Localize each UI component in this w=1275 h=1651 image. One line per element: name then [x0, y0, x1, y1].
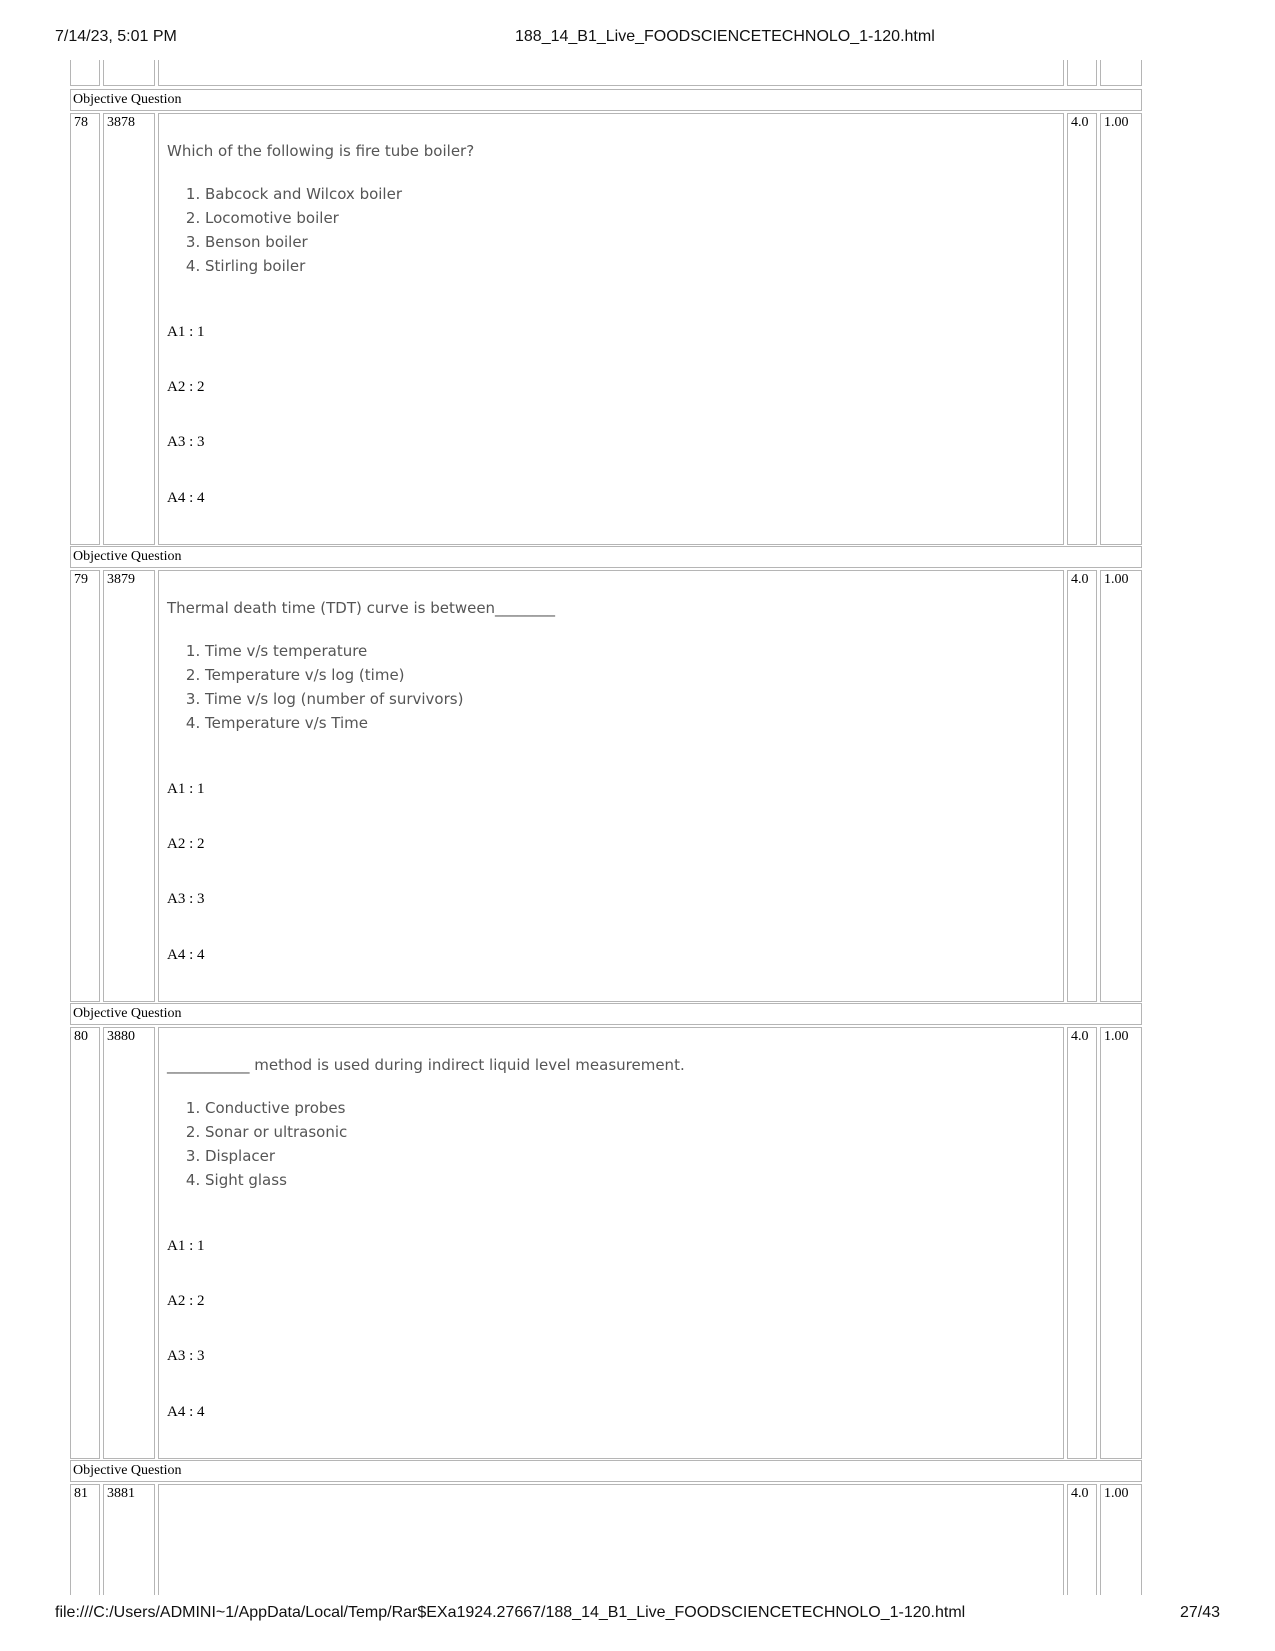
question-number: 80 — [70, 1027, 100, 1459]
option-item: 2. Temperature v/s log (time) — [205, 663, 463, 687]
prev-row-body-cell — [158, 60, 1064, 86]
question-body — [158, 1484, 1064, 1595]
answer-option: A3 : 3 — [167, 1348, 205, 1364]
answer-option: A4 : 4 — [167, 947, 205, 963]
negative-marks-value: 1.00 — [1100, 113, 1142, 545]
question-text: Which of the following is fire tube boiler? — [167, 142, 475, 160]
question-table — [70, 60, 1206, 1595]
option-list — [187, 639, 463, 735]
question-text: Thermal death time (TDT) curve is between________ — [167, 599, 556, 617]
print-url: file:///C:/Users/ADMINI~1/AppData/Local/Temp/Rar$EXa1924.27667/188_14_B1_Live_FOODSCIENCETECHNOLO_1-120.html — [55, 1604, 966, 1621]
question-id: 3879 — [103, 570, 155, 1002]
question-number: 79 — [70, 570, 100, 1002]
prev-row-qid-cell — [103, 60, 155, 86]
section-label: Objective Question — [70, 89, 1142, 111]
option-list — [187, 182, 402, 278]
question-id: 3878 — [103, 113, 155, 545]
marks-value: 4.0 — [1067, 570, 1097, 1002]
option-item: 1. Conductive probes — [205, 1096, 347, 1120]
negative-marks-value: 1.00 — [1100, 1027, 1142, 1459]
negative-marks-value: 1.00 — [1100, 570, 1142, 1002]
prev-row-marks-cell — [1067, 60, 1097, 86]
section-label: Objective Question — [70, 546, 1142, 568]
answer-option: A3 : 3 — [167, 891, 205, 907]
negative-marks-value: 1.00 — [1100, 1484, 1142, 1595]
print-datetime: 7/14/23, 5:01 PM — [55, 28, 177, 45]
option-item: 4. Stirling boiler — [205, 254, 402, 278]
question-body — [158, 570, 1064, 1002]
option-item: 2. Locomotive boiler — [205, 206, 402, 230]
marks-value: 4.0 — [1067, 1027, 1097, 1459]
option-item: 3. Benson boiler — [205, 230, 402, 254]
answer-option: A2 : 2 — [167, 379, 205, 395]
answer-option: A4 : 4 — [167, 1404, 205, 1420]
answer-option: A3 : 3 — [167, 434, 205, 450]
prev-row-negative-cell — [1100, 60, 1142, 86]
marks-value: 4.0 — [1067, 113, 1097, 545]
section-label: Objective Question — [70, 1460, 1142, 1482]
prev-row-sno-cell — [70, 60, 100, 86]
question-text: ___________ method is used during indirect liquid level measurement. — [167, 1056, 685, 1074]
answer-option: A2 : 2 — [167, 1293, 205, 1309]
question-number: 81 — [70, 1484, 100, 1595]
answer-option: A4 : 4 — [167, 490, 205, 506]
answer-option: A1 : 1 — [167, 781, 205, 797]
question-body — [158, 1027, 1064, 1459]
question-body — [158, 113, 1064, 545]
option-item: 4. Sight glass — [205, 1168, 347, 1192]
question-number: 78 — [70, 113, 100, 545]
option-item: 3. Time v/s log (number of survivors) — [205, 687, 463, 711]
option-item: 4. Temperature v/s Time — [205, 711, 463, 735]
answer-option: A2 : 2 — [167, 836, 205, 852]
option-list — [187, 1096, 347, 1192]
option-item: 2. Sonar or ultrasonic — [205, 1120, 347, 1144]
marks-value: 4.0 — [1067, 1484, 1097, 1595]
option-item: 1. Babcock and Wilcox boiler — [205, 182, 402, 206]
section-label: Objective Question — [70, 1003, 1142, 1025]
option-item: 1. Time v/s temperature — [205, 639, 463, 663]
page-number: 27/43 — [1179, 1604, 1220, 1621]
question-id: 3881 — [103, 1484, 155, 1595]
question-id: 3880 — [103, 1027, 155, 1459]
print-document-title: 188_14_B1_Live_FOODSCIENCETECHNOLO_1-120.html — [515, 28, 935, 45]
answer-option: A1 : 1 — [167, 1238, 205, 1254]
answer-option: A1 : 1 — [167, 324, 205, 340]
option-item: 3. Displacer — [205, 1144, 347, 1168]
